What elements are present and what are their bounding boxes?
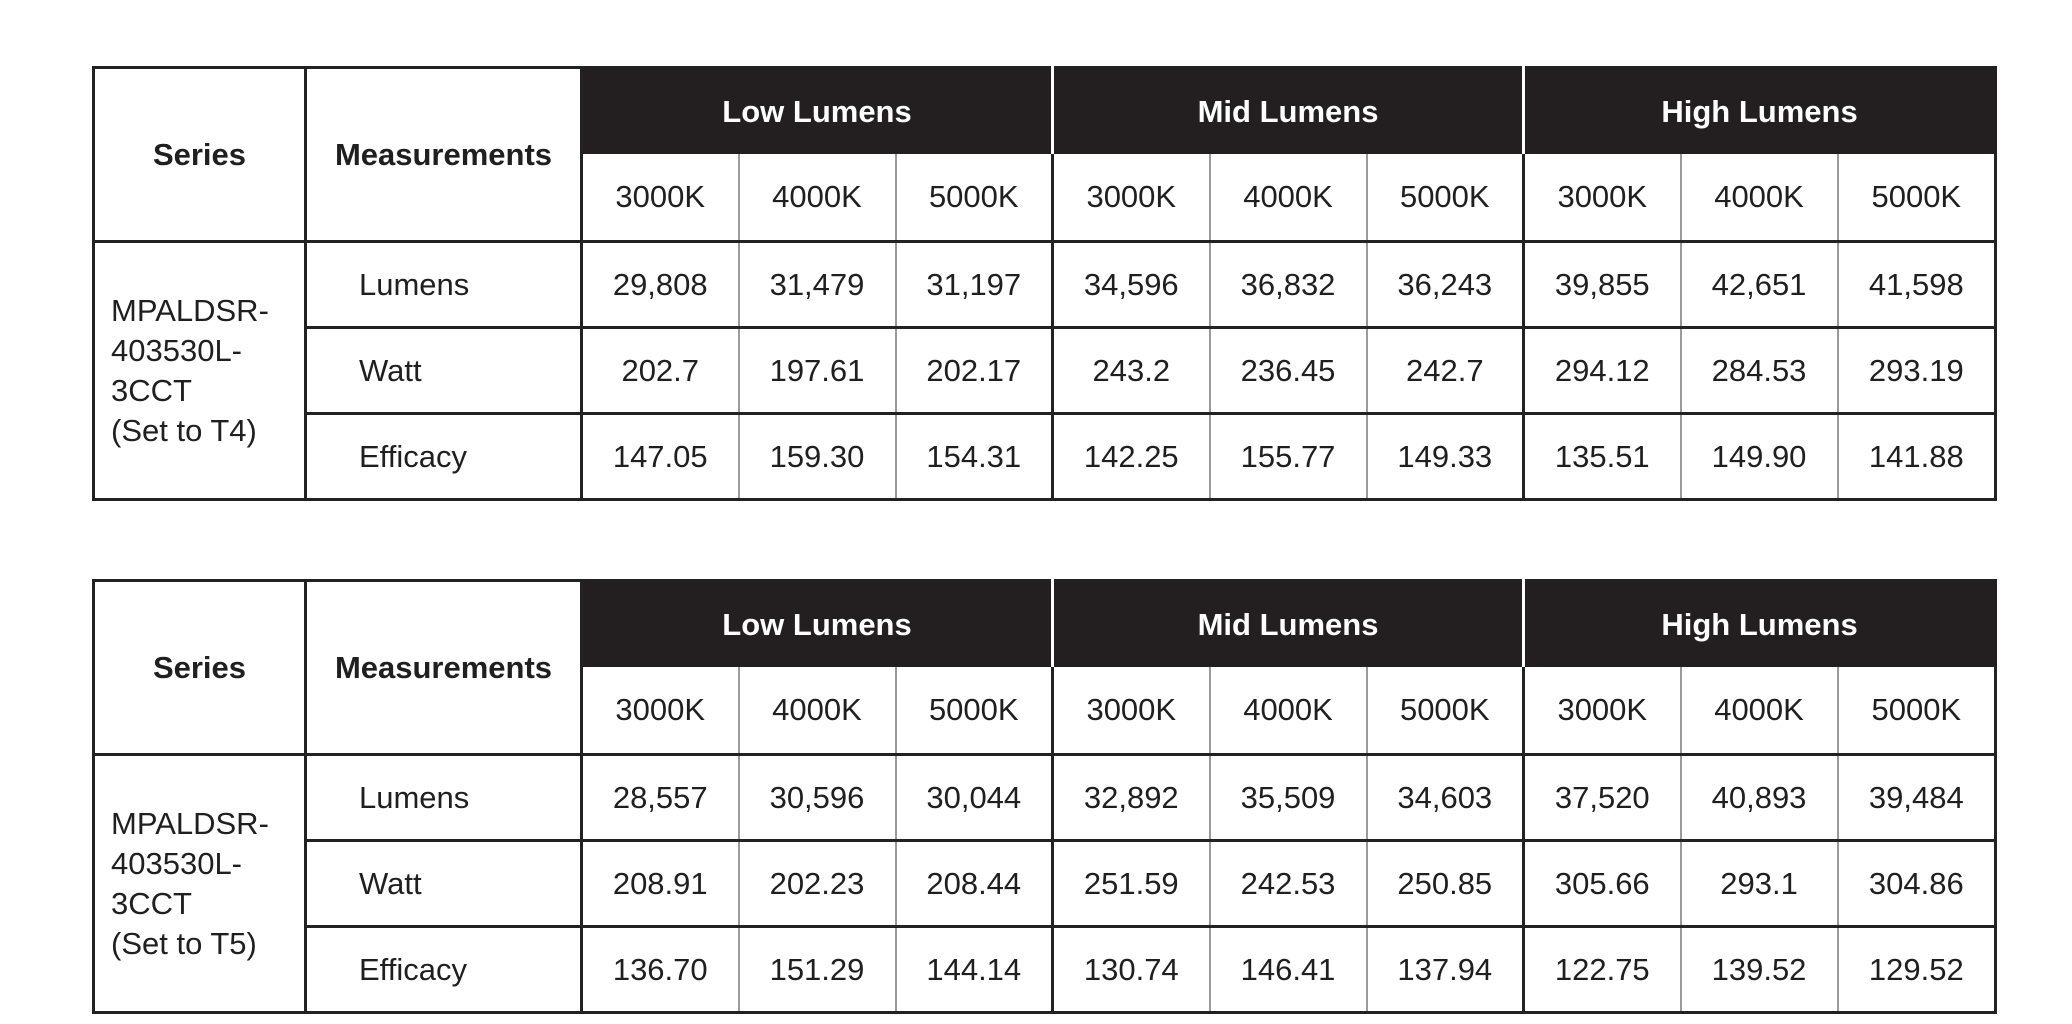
cct-header: 4000K — [739, 667, 896, 755]
group-header-low-lumens: Low Lumens — [582, 581, 1053, 668]
series-cell — [94, 242, 306, 500]
value-cell: 30,044 — [896, 755, 1053, 841]
measurements-header: Measurements — [306, 68, 582, 242]
cct-header: 3000K — [582, 154, 739, 242]
value-cell: 41,598 — [1838, 242, 1996, 328]
value-cell: 130.74 — [1053, 927, 1210, 1013]
table-row-lumens — [94, 755, 1996, 841]
value-cell: 293.19 — [1838, 328, 1996, 414]
value-cell: 293.1 — [1681, 841, 1838, 927]
series-name-line: 3CCT — [111, 885, 192, 921]
value-cell: 39,855 — [1524, 242, 1681, 328]
cct-header: 3000K — [1053, 154, 1210, 242]
value-cell: 284.53 — [1681, 328, 1838, 414]
value-cell: 32,892 — [1053, 755, 1210, 841]
table-row-watt — [94, 841, 1996, 927]
cct-header: 4000K — [1210, 154, 1367, 242]
cct-header: 5000K — [1367, 154, 1524, 242]
group-header-row — [94, 581, 1996, 668]
value-cell: 236.45 — [1210, 328, 1367, 414]
value-cell: 242.53 — [1210, 841, 1367, 927]
value-cell: 250.85 — [1367, 841, 1524, 927]
value-cell: 36,243 — [1367, 242, 1524, 328]
value-cell: 136.70 — [582, 927, 739, 1013]
value-cell: 28,557 — [582, 755, 739, 841]
value-cell: 144.14 — [896, 927, 1053, 1013]
value-cell: 37,520 — [1524, 755, 1681, 841]
group-header-mid-lumens: Mid Lumens — [1053, 68, 1524, 155]
value-cell: 149.33 — [1367, 414, 1524, 500]
value-cell: 151.29 — [739, 927, 896, 1013]
group-header-high-lumens: High Lumens — [1524, 68, 1996, 155]
value-cell: 242.7 — [1367, 328, 1524, 414]
cct-header: 5000K — [1367, 667, 1524, 755]
cct-header: 4000K — [1681, 154, 1838, 242]
value-cell: 142.25 — [1053, 414, 1210, 500]
value-cell: 197.61 — [739, 328, 896, 414]
measurement-label: Watt — [306, 328, 582, 414]
value-cell: 149.90 — [1681, 414, 1838, 500]
value-cell: 305.66 — [1524, 841, 1681, 927]
value-cell: 147.05 — [582, 414, 739, 500]
cct-header: 5000K — [896, 667, 1053, 755]
measurement-label: Lumens — [306, 242, 582, 328]
value-cell: 155.77 — [1210, 414, 1367, 500]
cct-header: 5000K — [896, 154, 1053, 242]
value-cell: 31,197 — [896, 242, 1053, 328]
value-cell: 39,484 — [1838, 755, 1996, 841]
series-name-line: MPALDSR- — [111, 805, 269, 841]
series-header: Series — [94, 68, 306, 242]
group-header-row — [94, 68, 1996, 155]
value-cell: 304.86 — [1838, 841, 1996, 927]
cct-header: 3000K — [1524, 154, 1681, 242]
cct-header: 4000K — [739, 154, 896, 242]
series-cell — [94, 755, 306, 1013]
value-cell: 135.51 — [1524, 414, 1681, 500]
table-row-efficacy — [94, 414, 1996, 500]
table-row-efficacy — [94, 927, 1996, 1013]
cct-header: 3000K — [1053, 667, 1210, 755]
value-cell: 34,596 — [1053, 242, 1210, 328]
table-row-lumens — [94, 242, 1996, 328]
group-header-high-lumens: High Lumens — [1524, 581, 1996, 668]
value-cell: 31,479 — [739, 242, 896, 328]
value-cell: 294.12 — [1524, 328, 1681, 414]
value-cell: 141.88 — [1838, 414, 1996, 500]
measurement-label: Efficacy — [306, 927, 582, 1013]
measurements-header: Measurements — [306, 581, 582, 755]
cct-header: 4000K — [1210, 667, 1367, 755]
group-header-low-lumens: Low Lumens — [582, 68, 1053, 155]
value-cell: 29,808 — [582, 242, 739, 328]
table-row-watt — [94, 328, 1996, 414]
value-cell: 251.59 — [1053, 841, 1210, 927]
cct-header: 4000K — [1681, 667, 1838, 755]
value-cell: 42,651 — [1681, 242, 1838, 328]
value-cell: 208.44 — [896, 841, 1053, 927]
value-cell: 36,832 — [1210, 242, 1367, 328]
value-cell: 35,509 — [1210, 755, 1367, 841]
group-header-mid-lumens: Mid Lumens — [1053, 581, 1524, 668]
value-cell: 243.2 — [1053, 328, 1210, 414]
value-cell: 122.75 — [1524, 927, 1681, 1013]
spec-table-1 — [92, 66, 1997, 501]
value-cell: 154.31 — [896, 414, 1053, 500]
series-name-line: (Set to T5) — [111, 925, 257, 961]
series-header: Series — [94, 581, 306, 755]
value-cell: 40,893 — [1681, 755, 1838, 841]
value-cell: 146.41 — [1210, 927, 1367, 1013]
value-cell: 202.7 — [582, 328, 739, 414]
value-cell: 208.91 — [582, 841, 739, 927]
series-name-line: (Set to T4) — [111, 412, 257, 448]
cct-header: 5000K — [1838, 154, 1996, 242]
cct-header: 5000K — [1838, 667, 1996, 755]
value-cell: 30,596 — [739, 755, 896, 841]
value-cell: 137.94 — [1367, 927, 1524, 1013]
value-cell: 202.23 — [739, 841, 896, 927]
value-cell: 129.52 — [1838, 927, 1996, 1013]
value-cell: 202.17 — [896, 328, 1053, 414]
measurement-label: Watt — [306, 841, 582, 927]
series-name-line: 403530L- — [111, 332, 243, 368]
series-name-line: 403530L- — [111, 845, 243, 881]
series-name-line: MPALDSR- — [111, 292, 269, 328]
value-cell: 139.52 — [1681, 927, 1838, 1013]
spec-table-2 — [92, 579, 1997, 1014]
cct-header: 3000K — [582, 667, 739, 755]
cct-header: 3000K — [1524, 667, 1681, 755]
measurement-label: Efficacy — [306, 414, 582, 500]
value-cell: 34,603 — [1367, 755, 1524, 841]
measurement-label: Lumens — [306, 755, 582, 841]
value-cell: 159.30 — [739, 414, 896, 500]
series-name-line: 3CCT — [111, 372, 192, 408]
